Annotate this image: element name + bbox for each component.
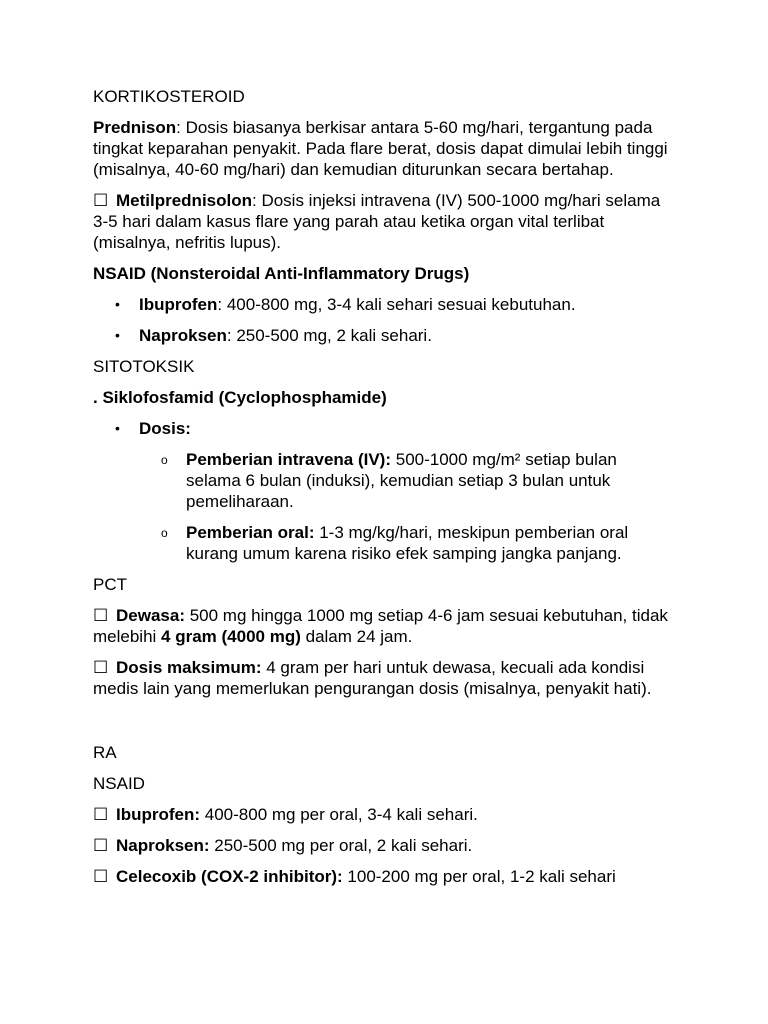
checkbox-icon: ☐: [93, 658, 109, 677]
checkbox-icon: ☐: [93, 606, 109, 625]
route-list: [139, 449, 673, 564]
paragraph-dewasa: ☐ Dewasa: 500 mg hingga 1000 mg setiap 4-6 jam sesuai kebutuhan, tidak melebihi 4 gram (4000 mg) dalam 24 jam.: [93, 606, 668, 646]
drug-name: Celecoxib (COX-2 inhibitor):: [116, 867, 343, 886]
paragraph-prednison: [93, 117, 673, 180]
drug-name-prednison: Prednison: [93, 118, 177, 137]
drug-name: Naproksen: [139, 326, 227, 345]
heading-nsaid: NSAID (Nonsteroidal Anti-Inflammatory Drugs): [93, 264, 470, 283]
dosis-label: Dosis:: [139, 419, 191, 438]
dose-text: : 250-500 mg, 2 kali sehari.: [226, 326, 432, 345]
prednison-dose-text: : Dosis biasanya berkisar antara 5-60 mg/hari, tergantung pada tingkat keparahan penyakit. Pada flare berat, dosis dapat dimulai lebih tinggi (misalnya, 40-60 mg/hari) dan kemudian diturunkan secara bertahap.: [93, 118, 668, 179]
dose-text: : 400-800 mg, 3-4 kali sehari sesuai kebutuhan.: [217, 295, 576, 314]
route-text: 500-1000 mg/m² setiap bulan selama 6 bulan (induksi), kemudian setiap 3 bulan untuk pemeliharaan.: [186, 450, 617, 511]
list-item-dosis: [93, 418, 673, 564]
list-item: [93, 325, 673, 346]
heading-sitotoksik: SITOTOKSIK: [93, 357, 195, 376]
dosis-maksimum-label: Dosis maksimum:: [116, 658, 262, 677]
nsaid-list: [93, 294, 673, 346]
list-item: [139, 522, 673, 564]
checkbox-icon: ☐: [93, 867, 109, 886]
heading-kortikosteroid: KORTIKOSTEROID: [93, 87, 245, 106]
drug-name-metilprednisolon: Metilprednisolon: [116, 191, 252, 210]
dewasa-label: Dewasa:: [116, 606, 185, 625]
max-dose-bold: 4 gram (4000 mg): [161, 627, 301, 646]
heading-ra: RA: [93, 743, 117, 762]
checkbox-icon: ☐: [93, 836, 109, 855]
subheading-ra-nsaid: NSAID: [93, 774, 145, 793]
route-name: Pemberian oral:: [186, 523, 315, 542]
siklofosfamid-list: [93, 418, 673, 564]
heading-pct: PCT: [93, 575, 127, 594]
route-text: 1-3 mg/kg/hari, meskipun pemberian oral kurang umum karena risiko efek samping jangka panjang.: [186, 523, 629, 563]
ra-item-celecoxib: ☐ Celecoxib (COX-2 inhibitor): 100-200 mg per oral, 1-2 kali sehari: [93, 867, 616, 886]
ra-item-naproksen: ☐ Naproksen: 250-500 mg per oral, 2 kali sehari.: [93, 836, 473, 855]
blank-line: [93, 709, 673, 742]
checkbox-icon: ☐: [93, 805, 109, 824]
drug-name: Naproksen:: [116, 836, 210, 855]
drug-siklofosfamid: . Siklofosfamid (Cyclophosphamide): [93, 388, 387, 407]
checkbox-icon: ☐: [93, 191, 109, 210]
drug-name: Ibuprofen:: [116, 805, 201, 824]
drug-name: Ibuprofen: [139, 295, 218, 314]
list-item: [93, 294, 673, 315]
ra-item-ibuprofen: ☐ Ibuprofen: 400-800 mg per oral, 3-4 kali sehari.: [93, 805, 478, 824]
list-item: [139, 449, 673, 512]
document-page: [93, 86, 673, 897]
paragraph-metilprednisolon: [93, 190, 673, 253]
metilprednisolon-dose-text: : Dosis injeksi intravena (IV) 500-1000 mg/hari selama 3-5 hari dalam kasus flare yang parah atau ketika organ vital terlibat (misalnya, nefritis lupus).: [93, 191, 661, 252]
paragraph-dosis-maksimum: ☐ Dosis maksimum: 4 gram per hari untuk dewasa, kecuali ada kondisi medis lain yang memerlukan pengurangan dosis (misalnya, penyakit hati).: [93, 658, 652, 698]
route-name: Pemberian intravena (IV):: [186, 450, 392, 469]
